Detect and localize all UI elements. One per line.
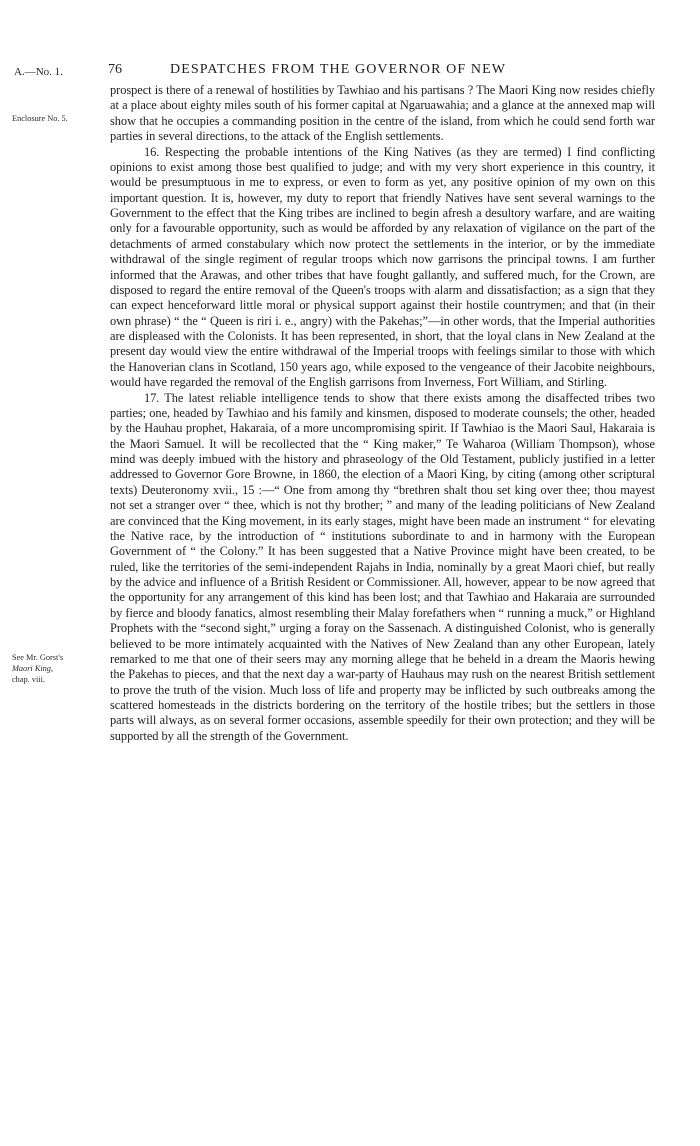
page-number: 76: [108, 62, 122, 77]
sidenote-enclosure: Enclosure No. 5.: [12, 114, 68, 123]
paragraph-16: 16. Respecting the probable intentions of the King Natives (as they are termed) I find conflicting opinions to exist among those best qualified to judge; and with my very short experience in this country, it would be presumptuous in me to express, or even to form as yet, any positive opinion of my own on this important question. It is, however, my duty to report that friendly Natives have sent several warnings to the Government to the effect that the King tribes are inclined to begin afresh a desultory warfare, and are waiting only for a favourable opportunity, such as would be afforded by any relaxation of vigilance on the part of the detachments of armed constabulary which now protect the settlements in the interior, or by the immediate withdrawal of the single regiment of regular troops which now garrisons the principal towns. I am further informed that the Arawas, and other tribes that have fought gallantly, and suffered much, for the Crown, are disposed to regard the entire removal of the Queen's troops with alarm and dissatisfaction; as a sign that they can expect henceforward little moral or physical support against their hostile countrymen; and that (in their own phrase) “ the “ Queen is riri i. e., angry) with the Pakehas;”—in other words, that the Imperial authorities are displeased with the Colonists. It has been represented, in short, that the loyal clans in New Zealand at the present day would view the entire withdrawal of the Imperial troops with feelings similar to those with which the Hanoverian clans in Scotland, 150 years ago, while exposed to the vengeance of their Jacobite neighbours, would have regarded the removal of the English garrisons from Inverness, Fort William, and Stirling.: [110, 144, 655, 390]
paragraph-17: 17. The latest reliable intelligence tends to show that there exists among the disaffected tribes two parties; one, headed by Tawhiao and his family and kinsmen, disposed to moderate counsels; the other, headed by the Hauhau prophet, Hakaraia, of a more uncompromising spirit. If Tawhiao is the Maori Saul, Hakaraia is the Maori Samuel. It will be recollected that the “ King maker,” Te Waharoa (William Thompson), whose mind was deeply imbued with the history and phraseology of the Old Testament, publicly justified in a letter addressed to Governor Gore Browne, in 1860, the election of a Maori King, by citing (among other scriptural texts) Deuteronomy xvii., 15 :—“ One from among thy “brethren shalt thou set king over thee; thou mayest not set a stranger over “ thee, which is not thy brother; ” and many of the leading politicians of New Zealand are convinced that the King movement, in its early stages, might have been made an instrument “ for elevating the Native race, by the introduction of “ institutions subordinate to and in harmony with the European Government of “ the Colony.” It has been suggested that a Native Province might have been created, to be ruled, like the territories of the semi-independent Rajahs in India, nominally by a great Maori chief, but really by the advice and influence of a British Resident or Commissioner. All, however, appear to be now agreed that the opportunity for any arrangement of this kind has been lost; and that Tawhiao and Hakaraia are surrounded by fierce and bloody fanatics, almost resembling their Malay forefathers when “ running a muck,” or Highland Prophets with the “second sight,” urging a foray on the Sassenach. A distinguished Colonist, who is generally believed to be more intimately acquainted with the Natives of New Zealand than any other European, lately remarked to me that one of their seers may any morning allege that he beheld in a dream the Maoris hewing the Pakehas to pieces, and that the next day a war-party of Hauhaus may rush on the nearest British settlement to prove the truth of the vision. Much loss of life and property may be inflicted by such outbreaks among the scattered homesteads in the districts bordering on the territory of the hostile tribes; but the settlers in those parts will always, as on several former occasions, assemble speedily for their own protection; and they will be supported by all the strength of the Government.: [110, 390, 655, 743]
sidenote-book-title: Maori King,: [12, 664, 54, 673]
sidenote-see-line: See Mr. Gorst's: [12, 653, 64, 662]
paragraph-continuation: prospect is there of a renewal of hostilities by Tawhiao and his partisans ? The Maori King now resides chiefly at a place about eighty miles south of his former capital at Ngaruawahia; and a glance at the annexed map will show that he occupies a commanding position in the centre of the island, from which he could send forth war parties in several directions, to the attack of the English settlements.: [110, 83, 655, 144]
document-reference: A.—No. 1.: [14, 66, 63, 78]
sidenote-chapter: chap. viii.: [12, 675, 45, 684]
body-text: [110, 83, 655, 744]
sidenote-reference: [12, 652, 92, 685]
running-title: DESPATCHES FROM THE GOVERNOR OF NEW: [170, 62, 507, 77]
page-header: [0, 62, 700, 82]
